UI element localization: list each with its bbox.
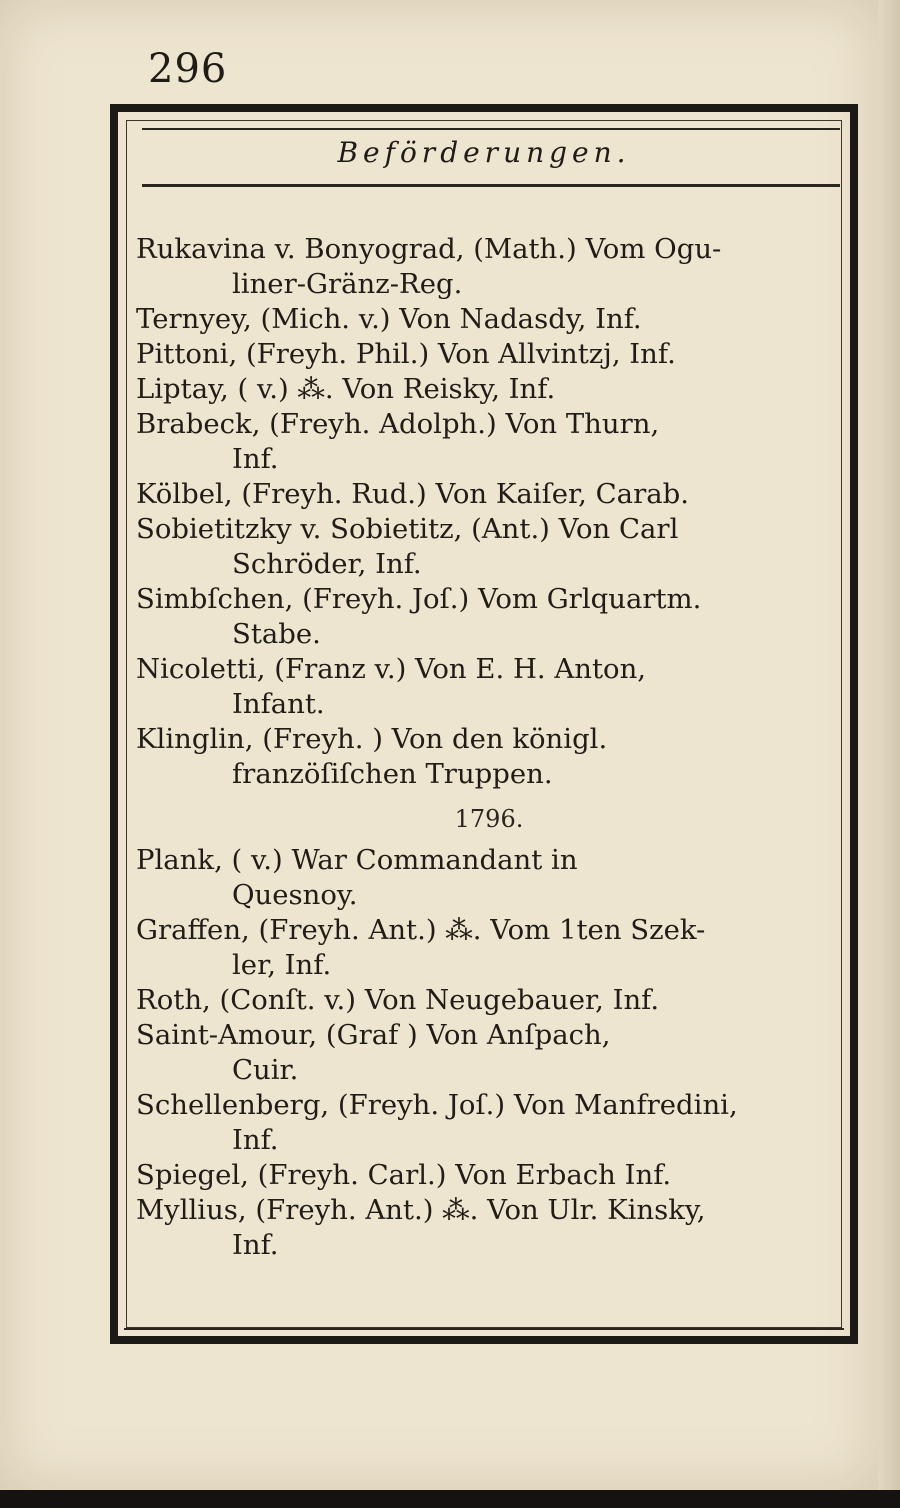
entry-line: Kölbel, (Freyh. Rud.) Von Kaiſer, Carab. — [136, 478, 689, 510]
entry-continuation-line: Stabe. — [232, 618, 321, 650]
entry — [136, 913, 842, 983]
entry — [136, 1158, 842, 1193]
entries-group-1795 — [136, 232, 842, 792]
entry — [136, 407, 842, 477]
background-edge — [0, 1490, 900, 1508]
entry — [136, 1018, 842, 1088]
entry-continuation-line: Schröder, Inf. — [232, 548, 422, 580]
year-heading: 1796. — [454, 805, 524, 833]
entries-group-1796 — [136, 843, 842, 1263]
section-heading: Beförderungen. — [337, 136, 631, 169]
entry-continuation-line: Cuir. — [232, 1054, 299, 1086]
entry-line: Liptay, ( v.) ⁂. Von Reisky, Inf. — [136, 373, 556, 405]
entry-line: Pittoni, (Freyh. Phil.) Von Allvintzj, Inf. — [136, 338, 676, 370]
entry — [136, 337, 842, 372]
entry — [136, 477, 842, 512]
page-frame — [110, 104, 858, 1344]
entry-line: Klinglin, (Freyh. ) Von den königl. — [136, 723, 608, 755]
entry-line: Simbſchen, (Freyh. Joſ.) Vom Grlquartm. — [136, 583, 702, 615]
entry — [136, 843, 842, 913]
entry-continuation-line: Infant. — [232, 688, 325, 720]
entry-continuation-line: liner-Gränz-Reg. — [232, 268, 463, 300]
heading-rule-top — [142, 128, 840, 130]
entry-line: Brabeck, (Freyh. Adolph.) Von Thurn, — [136, 408, 660, 440]
entry — [136, 582, 842, 652]
entry-line: Ternyey, (Mich. v.) Von Nadasdy, Inf. — [136, 303, 642, 335]
entry-line: Roth, (Conſt. v.) Von Neugebauer, Inf. — [136, 984, 660, 1016]
entry — [136, 372, 842, 407]
entry — [136, 302, 842, 337]
entry-line: Sobietitzky v. Sobietitz, (Ant.) Von Carl — [136, 513, 679, 545]
bottom-rule — [124, 1328, 844, 1330]
entry-line: Saint-Amour, (Graf ) Von Anſpach, — [136, 1019, 611, 1051]
entry-line: Plank, ( v.) War Commandant in — [136, 844, 578, 876]
entries-list — [136, 232, 842, 1263]
heading-rule-bottom — [142, 184, 840, 187]
entry-continuation-line: ler, Inf. — [232, 949, 332, 981]
entry — [136, 1193, 842, 1263]
entry-line: Graffen, (Freyh. Ant.) ⁂. Vom 1ten Szek- — [136, 914, 706, 946]
entry-line: Rukavina v. Bonyograd, (Math.) Vom Ogu- — [136, 233, 722, 265]
entry-line: Spiegel, (Freyh. Carl.) Von Erbach Inf. — [136, 1159, 672, 1191]
entry-continuation-line: Inf. — [232, 1229, 279, 1261]
entry — [136, 652, 842, 722]
entry-line: Myllius, (Freyh. Ant.) ⁂. Von Ulr. Kinsky, — [136, 1194, 706, 1226]
entry-continuation-line: franzöſiſchen Truppen. — [232, 758, 553, 790]
entry — [136, 512, 842, 582]
page-edge — [878, 0, 900, 1490]
page-number: 296 — [148, 46, 228, 92]
entry — [136, 722, 842, 792]
entry-continuation-line: Quesnoy. — [232, 879, 358, 911]
entry-line: Nicoletti, (Franz v.) Von E. H. Anton, — [136, 653, 647, 685]
entry — [136, 1088, 842, 1158]
entry-continuation-line: Inf. — [232, 1124, 279, 1156]
entry-line: Schellenberg, (Freyh. Joſ.) Von Manfredini, — [136, 1089, 738, 1121]
entry — [136, 983, 842, 1018]
entry — [136, 232, 842, 302]
entry-continuation-line: Inf. — [232, 443, 279, 475]
